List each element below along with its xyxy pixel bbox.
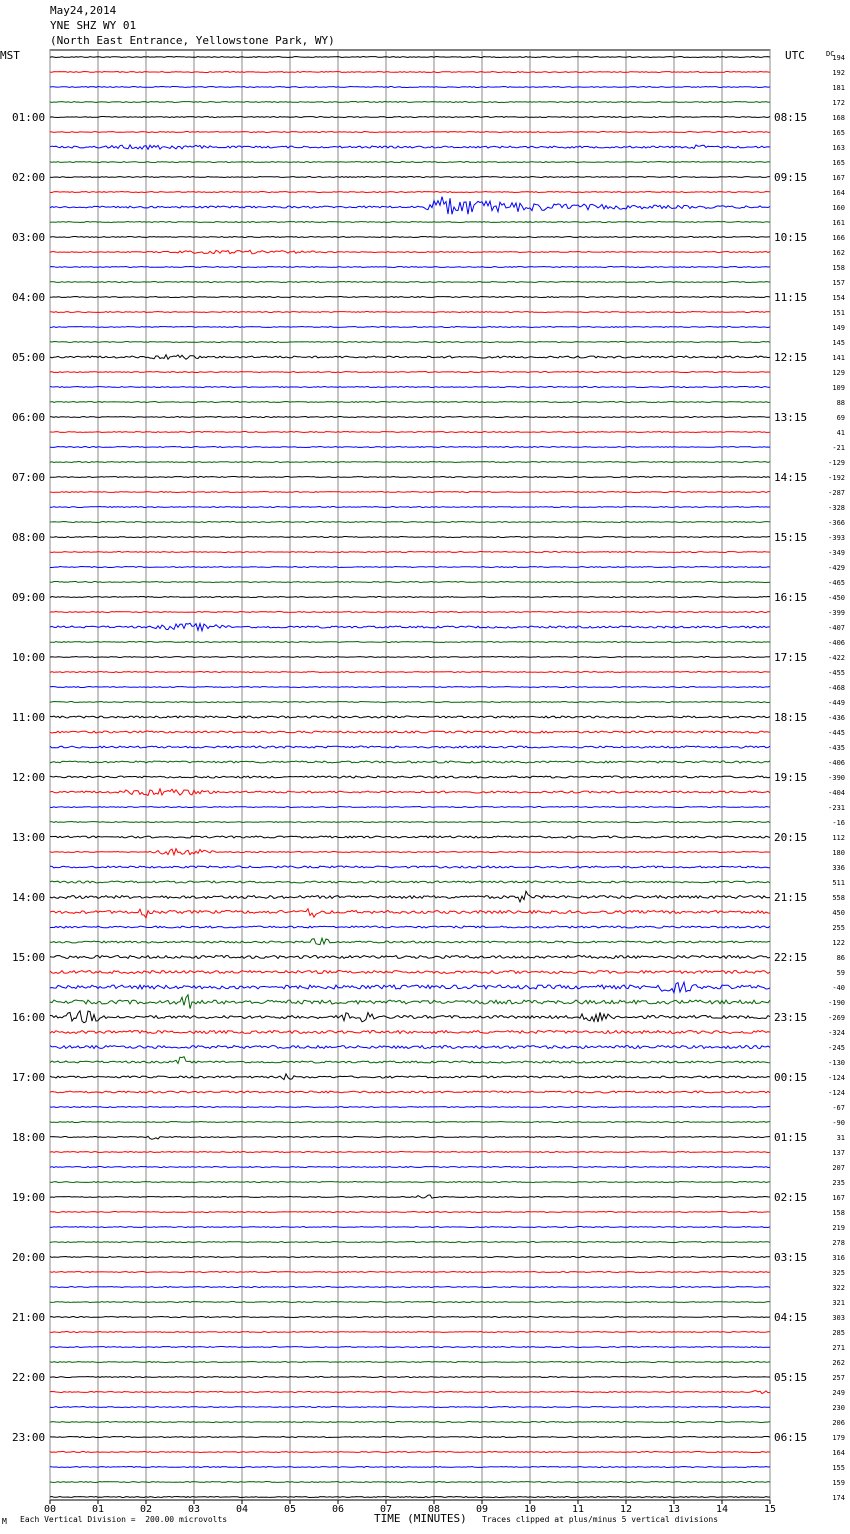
dc-offset-label: 179 xyxy=(832,1434,845,1442)
mst-hour-label: 19:00 xyxy=(12,1191,46,1204)
trace-line xyxy=(50,1152,770,1153)
dc-offset-label: 151 xyxy=(832,309,845,317)
x-tick-label: 00 xyxy=(43,1504,57,1515)
dc-offset-label: -124 xyxy=(828,1089,845,1097)
utc-hour-label: 22:15 xyxy=(774,951,808,964)
dc-offset-label: -90 xyxy=(832,1119,845,1127)
mst-hour-label: 14:00 xyxy=(12,891,46,904)
dc-offset-label: -465 xyxy=(828,579,845,587)
dc-offset-label: -407 xyxy=(828,624,845,632)
trace-line xyxy=(50,507,770,508)
dc-offset-label: 230 xyxy=(832,1404,845,1412)
trace-line xyxy=(50,537,770,538)
utc-hour-label: 05:15 xyxy=(774,1371,808,1384)
dc-offset-label: -190 xyxy=(828,999,845,1007)
dc-offset-label: 160 xyxy=(832,204,845,212)
trace-line xyxy=(50,746,770,748)
station-label: YNE SHZ WY 01 xyxy=(50,19,137,32)
trace-line xyxy=(50,297,770,298)
dc-offset-label: 174 xyxy=(832,1494,845,1502)
utc-hour-label: 11:15 xyxy=(774,291,808,304)
trace-line xyxy=(50,432,770,433)
trace-line xyxy=(50,197,770,215)
trace-line xyxy=(50,956,770,959)
mst-hour-label: 13:00 xyxy=(12,831,46,844)
dc-offset-label: 159 xyxy=(832,1479,845,1487)
dc-offset-label: 255 xyxy=(832,924,845,932)
trace-line xyxy=(50,789,770,796)
trace-line xyxy=(50,1122,770,1123)
trace-line xyxy=(50,1046,770,1049)
utc-hour-label: 16:15 xyxy=(774,591,808,604)
dc-offset-label: 137 xyxy=(832,1149,845,1157)
dc-offset-label: 155 xyxy=(832,1464,845,1472)
dc-offset-label: 109 xyxy=(832,384,845,392)
x-axis-title: TIME (MINUTES) xyxy=(374,1512,467,1525)
trace-line xyxy=(50,849,770,855)
trace-line xyxy=(50,567,770,568)
trace-line xyxy=(50,477,770,478)
x-tick-label: 04 xyxy=(235,1504,249,1515)
trace-line xyxy=(50,891,770,902)
dc-offset-label: 450 xyxy=(832,909,845,917)
trace-line xyxy=(50,866,770,868)
x-tick-label: 10 xyxy=(523,1504,537,1515)
trace-line xyxy=(50,938,770,945)
trace-line xyxy=(50,492,770,493)
mst-hour-label: 05:00 xyxy=(12,351,46,364)
trace-line xyxy=(50,1317,770,1318)
x-tick-label: 05 xyxy=(283,1504,297,1515)
trace-line xyxy=(50,1467,770,1468)
dc-offset-label: 172 xyxy=(832,99,845,107)
mst-hour-label: 07:00 xyxy=(12,471,46,484)
dc-offset-label: -429 xyxy=(828,564,845,572)
utc-hour-label: 15:15 xyxy=(774,531,808,544)
dc-offset-label: 161 xyxy=(832,219,845,227)
trace-line xyxy=(50,612,770,613)
dc-offset-label: 164 xyxy=(832,1449,845,1457)
dc-offset-label: -399 xyxy=(828,609,845,617)
dc-offset-label: -393 xyxy=(828,534,845,542)
trace-line xyxy=(50,1195,770,1198)
dc-offset-label: 112 xyxy=(832,834,845,842)
trace-line xyxy=(50,1302,770,1303)
trace-line xyxy=(50,1497,770,1498)
mst-hour-label: 02:00 xyxy=(12,171,46,184)
trace-line xyxy=(50,1362,770,1363)
corner-mark: M xyxy=(2,1517,7,1526)
utc-label: UTC xyxy=(785,49,805,62)
trace-line xyxy=(50,597,770,598)
dc-offset-label: 257 xyxy=(832,1374,845,1382)
trace-line xyxy=(50,1212,770,1213)
trace-line xyxy=(50,642,770,643)
dc-offset-label: 145 xyxy=(832,339,845,347)
trace-line xyxy=(50,372,770,373)
trace-line xyxy=(50,672,770,673)
dc-offset-label: 31 xyxy=(836,1134,845,1142)
trace-line xyxy=(50,132,770,133)
dc-offset-label: 206 xyxy=(832,1419,845,1427)
trace-line xyxy=(50,687,770,688)
trace-line xyxy=(50,731,770,733)
utc-hour-label: 14:15 xyxy=(774,471,808,484)
utc-hour-label: 03:15 xyxy=(774,1251,808,1264)
mst-hour-label: 23:00 xyxy=(12,1431,46,1444)
x-tick-label: 01 xyxy=(91,1504,105,1515)
trace-line xyxy=(50,1057,770,1064)
dc-offset-label: -404 xyxy=(828,789,845,797)
dc-offset-label: 558 xyxy=(832,894,845,902)
mst-label: MST xyxy=(0,49,20,62)
trace-line xyxy=(50,250,770,254)
trace-line xyxy=(50,971,770,974)
trace-line xyxy=(50,623,770,631)
trace-line xyxy=(50,552,770,553)
mst-hour-label: 15:00 xyxy=(12,951,46,964)
dc-label: DC xyxy=(826,50,835,58)
dc-offset-label: 149 xyxy=(832,324,845,332)
dc-offset-label: -366 xyxy=(828,519,845,527)
dc-offset-label: 168 xyxy=(832,114,845,122)
trace-line xyxy=(50,1407,770,1408)
utc-hour-label: 17:15 xyxy=(774,651,808,664)
dc-offset-label: 158 xyxy=(832,1209,845,1217)
trace-line xyxy=(50,822,770,823)
dc-offset-label: -324 xyxy=(828,1029,845,1037)
dc-offset-label: -231 xyxy=(828,804,845,812)
mst-hour-label: 06:00 xyxy=(12,411,46,424)
dc-offset-label: -269 xyxy=(828,1014,845,1022)
dc-offset-label: 157 xyxy=(832,279,845,287)
trace-line xyxy=(50,1031,770,1034)
dc-offset-label: 166 xyxy=(832,234,845,242)
trace-line xyxy=(50,102,770,103)
dc-offset-label: 165 xyxy=(832,159,845,167)
trace-line xyxy=(50,447,770,448)
dc-offset-label: -455 xyxy=(828,669,845,677)
trace-line xyxy=(50,1074,770,1080)
trace-line xyxy=(50,177,770,178)
mst-hour-label: 22:00 xyxy=(12,1371,46,1384)
mst-hour-label: 17:00 xyxy=(12,1071,46,1084)
trace-line xyxy=(50,1227,770,1228)
dc-offset-label: 41 xyxy=(836,429,845,437)
trace-line xyxy=(50,807,770,808)
trace-line xyxy=(50,1287,770,1288)
trace-line xyxy=(50,72,770,73)
x-tick-label: 03 xyxy=(187,1504,201,1515)
scale-note: Each Vertical Division = 200.00 microvolts xyxy=(20,1515,228,1524)
dc-offset-label: -21 xyxy=(832,444,845,452)
dc-offset-label: -349 xyxy=(828,549,845,557)
dc-offset-label: 262 xyxy=(832,1359,845,1367)
x-tick-label: 07 xyxy=(379,1504,393,1515)
dc-offset-label: -129 xyxy=(828,459,845,467)
trace-line xyxy=(50,702,770,703)
mst-hour-label: 11:00 xyxy=(12,711,46,724)
trace-line xyxy=(50,1377,770,1378)
mst-hour-label: 16:00 xyxy=(12,1011,46,1024)
dc-offset-label: 129 xyxy=(832,369,845,377)
dc-offset-label: 316 xyxy=(832,1254,845,1262)
trace-line xyxy=(50,1011,770,1023)
utc-hour-label: 06:15 xyxy=(774,1431,808,1444)
trace-line xyxy=(50,57,770,58)
dc-offset-label: 154 xyxy=(832,294,845,302)
mst-hour-label: 20:00 xyxy=(12,1251,46,1264)
trace-line xyxy=(50,1242,770,1243)
trace-line xyxy=(50,582,770,583)
dc-offset-label: -450 xyxy=(828,594,845,602)
dc-offset-label: 122 xyxy=(832,939,845,947)
dc-offset-label: 59 xyxy=(836,969,845,977)
date-label: May24,2014 xyxy=(50,4,117,17)
mst-hour-label: 08:00 xyxy=(12,531,46,544)
trace-line xyxy=(50,312,770,313)
dc-offset-label: 164 xyxy=(832,189,845,197)
trace-line xyxy=(50,402,770,403)
trace-line xyxy=(50,982,770,993)
utc-hour-label: 12:15 xyxy=(774,351,808,364)
trace-line xyxy=(50,1167,770,1168)
dc-offset-label: -192 xyxy=(828,474,845,482)
dc-offset-label: -124 xyxy=(828,1074,845,1082)
dc-offset-label: -406 xyxy=(828,639,845,647)
dc-offset-label: -287 xyxy=(828,489,845,497)
dc-offset-label: 165 xyxy=(832,129,845,137)
trace-line xyxy=(50,1437,770,1438)
x-tick-label: 13 xyxy=(667,1504,681,1515)
dc-offset-label: 235 xyxy=(832,1179,845,1187)
dc-offset-label: 322 xyxy=(832,1284,845,1292)
utc-hour-label: 00:15 xyxy=(774,1071,808,1084)
dc-offset-label: -406 xyxy=(828,759,845,767)
utc-hour-label: 23:15 xyxy=(774,1011,808,1024)
mst-hour-label: 03:00 xyxy=(12,231,46,244)
mst-hour-label: 04:00 xyxy=(12,291,46,304)
dc-offset-label: 271 xyxy=(832,1344,845,1352)
x-tick-label: 12 xyxy=(619,1504,633,1515)
utc-hour-label: 21:15 xyxy=(774,891,808,904)
trace-line xyxy=(50,1091,770,1093)
dc-offset-label: -468 xyxy=(828,684,845,692)
dc-offset-label: 69 xyxy=(836,414,845,422)
trace-line xyxy=(50,836,770,838)
dc-offset-label: 88 xyxy=(836,399,845,407)
dc-offset-label: -40 xyxy=(832,984,845,992)
clip-note: Traces clipped at plus/minus 5 vertical divisions xyxy=(482,1515,719,1524)
dc-offset-label: -130 xyxy=(828,1059,845,1067)
trace-line xyxy=(50,237,770,238)
dc-offset-label: -436 xyxy=(828,714,845,722)
trace-line xyxy=(50,417,770,418)
trace-line xyxy=(50,327,770,328)
trace-line xyxy=(50,1272,770,1273)
utc-hour-label: 10:15 xyxy=(774,231,808,244)
x-tick-label: 02 xyxy=(139,1504,153,1515)
utc-hour-label: 09:15 xyxy=(774,171,808,184)
x-tick-label: 09 xyxy=(475,1504,489,1515)
dc-offset-label: 336 xyxy=(832,864,845,872)
dc-offset-label: 167 xyxy=(832,174,845,182)
utc-hour-label: 19:15 xyxy=(774,771,808,784)
trace-line xyxy=(50,355,770,360)
x-tick-label: 14 xyxy=(715,1504,729,1515)
trace-line xyxy=(50,776,770,778)
trace-line xyxy=(50,192,770,193)
dc-offset-label: 86 xyxy=(836,954,845,962)
dc-offset-label: 181 xyxy=(832,84,845,92)
trace-line xyxy=(50,462,770,463)
dc-offset-label: 192 xyxy=(832,69,845,77)
trace-line xyxy=(50,1347,770,1348)
trace-line xyxy=(50,761,770,763)
utc-hour-label: 01:15 xyxy=(774,1131,808,1144)
trace-line xyxy=(50,1482,770,1483)
mst-hour-label: 21:00 xyxy=(12,1311,46,1324)
dc-offset-label: -390 xyxy=(828,774,845,782)
dc-offset-label: -16 xyxy=(832,819,845,827)
x-tick-label: 15 xyxy=(763,1504,777,1515)
trace-line xyxy=(50,222,770,223)
dc-offset-label: 321 xyxy=(832,1299,845,1307)
trace-line xyxy=(50,1257,770,1258)
trace-line xyxy=(50,716,770,718)
dc-offset-label: 194 xyxy=(832,54,845,62)
dc-offset-label: -445 xyxy=(828,729,845,737)
dc-offset-label: 249 xyxy=(832,1389,845,1397)
trace-line xyxy=(50,909,770,918)
mst-hour-label: 18:00 xyxy=(12,1131,46,1144)
dc-offset-label: -435 xyxy=(828,744,845,752)
trace-line xyxy=(50,1391,770,1394)
dc-offset-label: 141 xyxy=(832,354,845,362)
dc-offset-label: 163 xyxy=(832,144,845,152)
x-tick-label: 06 xyxy=(331,1504,345,1515)
trace-line xyxy=(50,1332,770,1333)
dc-offset-label: 207 xyxy=(832,1164,845,1172)
utc-hour-label: 08:15 xyxy=(774,111,808,124)
dc-offset-label: 325 xyxy=(832,1269,845,1277)
utc-hour-label: 02:15 xyxy=(774,1191,808,1204)
dc-offset-label: -449 xyxy=(828,699,845,707)
dc-offset-label: 511 xyxy=(832,879,845,887)
x-tick-label: 11 xyxy=(571,1504,585,1515)
trace-line xyxy=(50,1136,770,1139)
dc-offset-label: 303 xyxy=(832,1314,845,1322)
dc-offset-label: 158 xyxy=(832,264,845,272)
dc-offset-label: 278 xyxy=(832,1239,845,1247)
dc-offset-label: 285 xyxy=(832,1329,845,1337)
dc-offset-label: 219 xyxy=(832,1224,845,1232)
dc-offset-label: -422 xyxy=(828,654,845,662)
trace-line xyxy=(50,1182,770,1183)
trace-line xyxy=(50,522,770,523)
trace-line xyxy=(50,926,770,928)
trace-line xyxy=(50,282,770,283)
trace-line xyxy=(50,881,770,883)
dc-offset-label: -328 xyxy=(828,504,845,512)
trace-line xyxy=(50,387,770,388)
x-tick-label: 08 xyxy=(427,1504,441,1515)
trace-line xyxy=(50,267,770,268)
dc-offset-label: -67 xyxy=(832,1104,845,1112)
trace-line xyxy=(50,995,770,1009)
dc-offset-label: -245 xyxy=(828,1044,845,1052)
dc-offset-label: 167 xyxy=(832,1194,845,1202)
dc-offset-label: 180 xyxy=(832,849,845,857)
trace-line xyxy=(50,342,770,343)
mst-hour-label: 10:00 xyxy=(12,651,46,664)
trace-line xyxy=(50,1422,770,1423)
trace-line xyxy=(50,87,770,88)
location-label: (North East Entrance, Yellowstone Park, WY) xyxy=(50,34,335,47)
trace-line xyxy=(50,162,770,163)
utc-hour-label: 04:15 xyxy=(774,1311,808,1324)
trace-line xyxy=(50,1452,770,1453)
trace-line xyxy=(50,117,770,118)
utc-hour-label: 18:15 xyxy=(774,711,808,724)
mst-hour-label: 09:00 xyxy=(12,591,46,604)
mst-hour-label: 12:00 xyxy=(12,771,46,784)
dc-offset-label: 162 xyxy=(832,249,845,257)
utc-hour-label: 20:15 xyxy=(774,831,808,844)
trace-line xyxy=(50,1107,770,1108)
utc-hour-label: 13:15 xyxy=(774,411,808,424)
trace-line xyxy=(50,657,770,658)
mst-hour-label: 01:00 xyxy=(12,111,46,124)
trace-line xyxy=(50,145,770,149)
